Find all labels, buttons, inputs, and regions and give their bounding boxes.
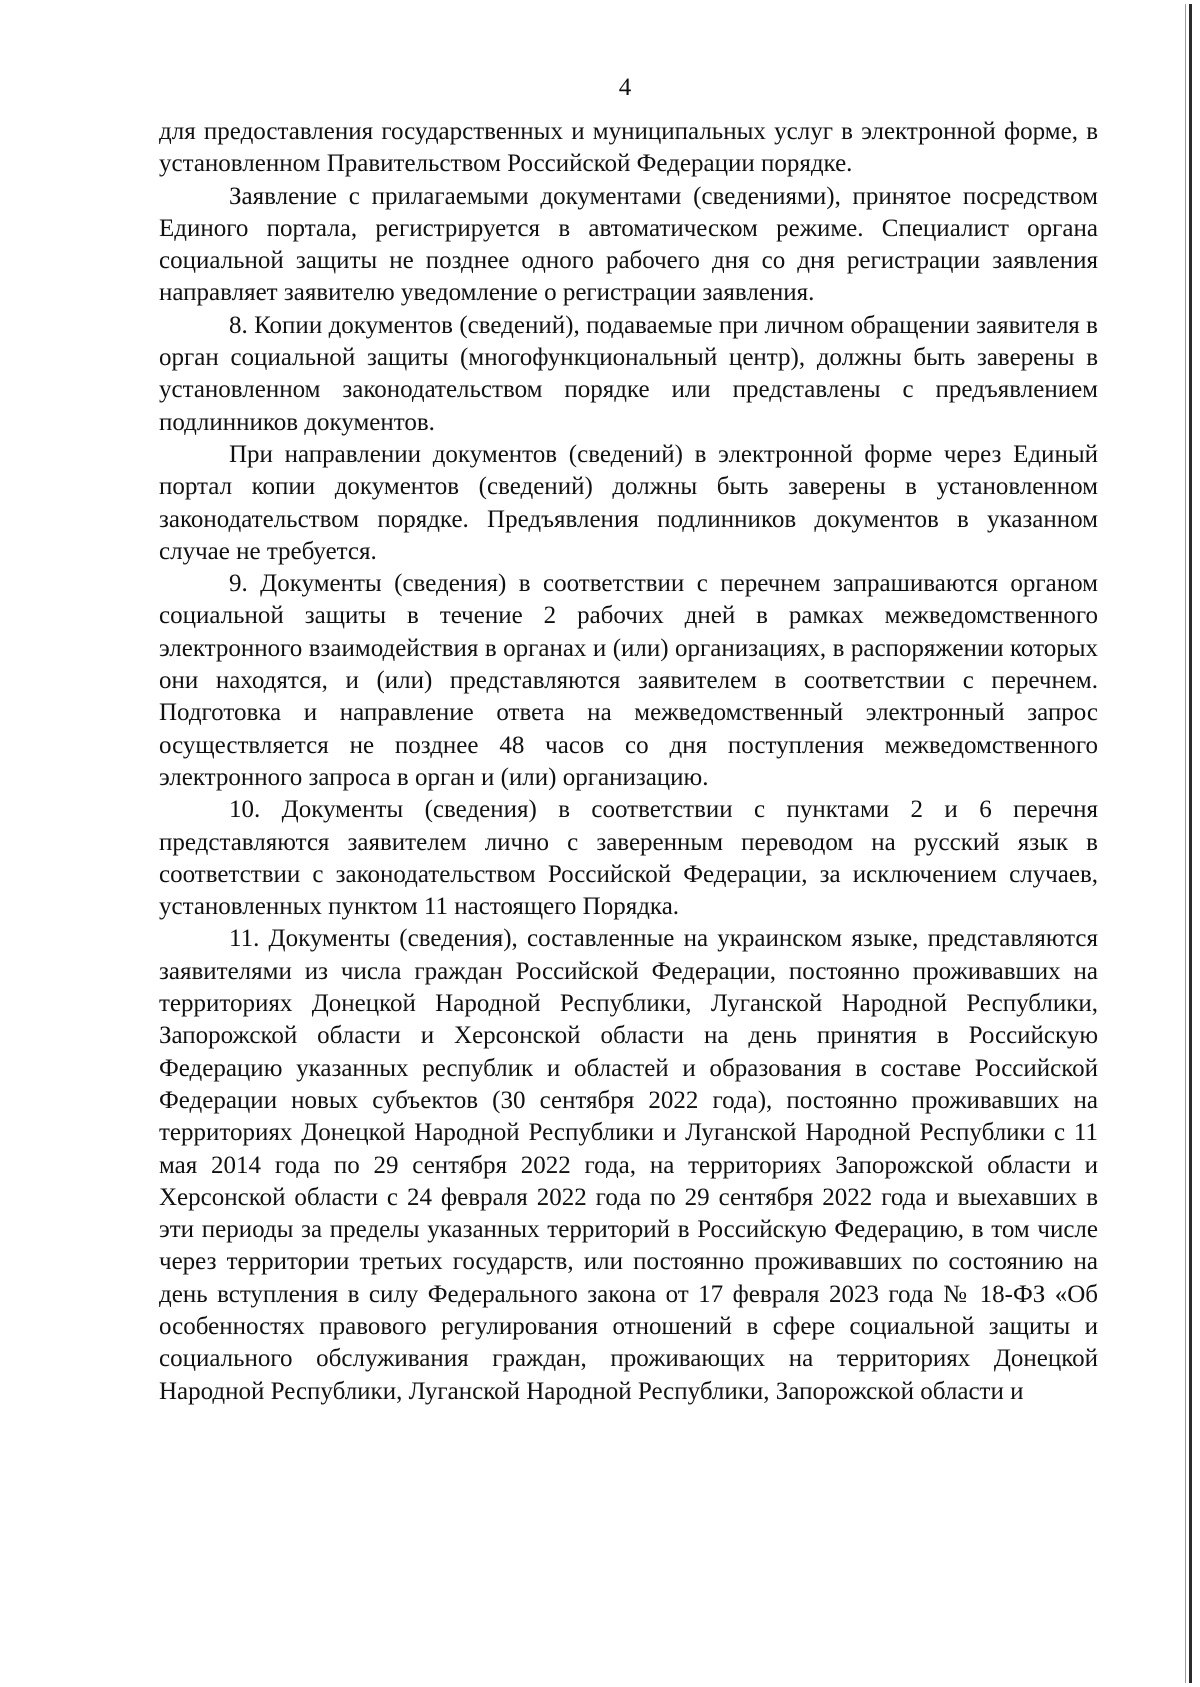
document-body [159, 116, 1098, 1408]
page-number: 4 [618, 74, 632, 101]
paragraph-item-10: 10. Документы (сведения) в соответствии с пунктами 2 и 6 перечня представляются заявителем лично с заверенным переводом на русский язык в соответствии с законодательством Российской Федерации, за исключением случаев, установленных пунктом 11 настоящего Порядка. [159, 796, 1098, 921]
paragraph-item-8: 8. Копии документов (сведений), подаваемые при личном обращении заявителя в орган социальной защиты (многофункциональный центр), должны быть заверены в установленном законодательством порядке или представлены с предъявлением подлинников документов. [159, 311, 1098, 436]
paragraph-continuation: для предоставления государственных и муниципальных услуг в электронной форме, в установленном Правительством Российской Федерации порядке. [159, 118, 1098, 178]
paragraph-application-registration: Заявление с прилагаемыми документами (сведениями), принятое посредством Единого портала, регистрируется в автоматическом режиме. Специалист органа социальной защиты не позднее одного рабочего дня со дня регистрации заявления направляет заявителю уведомление о регистрации заявления. [159, 182, 1098, 307]
paragraph-item-9: 9. Документы (сведения) в соответствии с перечнем запрашиваются органом социальной защиты в течение 2 рабочих дней в рамках межведомственного электронного взаимодействия в органах и (или) организациях, в распоряжении которых они находятся, и (или) представляются заявителем в соответствии с перечнем. Подготовка и направление ответа на межведомственный электронный запрос осуществляется не позднее 48 часов со дня поступления межведомственного электронного запроса в орган и (или) организацию. [159, 570, 1098, 791]
paragraph-electronic-submission: При направлении документов (сведений) в электронной форме через Единый портал копии документов (сведений) должны быть заверены в установленном законодательством порядке. Предъявления подлинников документов в указанном случае не требуется. [159, 440, 1098, 565]
scan-border-inner [1185, 4, 1186, 1683]
scan-border [1189, 4, 1192, 1683]
paragraph-item-11: 11. Документы (сведения), составленные на украинском языке, представляются заявителями из числа граждан Российской Федерации, постоянно проживавших на территориях Донецкой Народной Республики, Луганской Народной Республики, Запорожской области и Херсонской области на день принятия в Российскую Федерацию указанных республик и областей и образования в составе Российской Федерации новых субъектов (30 сентября 2022 года), постоянно проживавших на территориях Донецкой Народной Республики и Луганской Народной Республики с 11 мая 2014 года по 29 сентября 2022 года, на территориях Запорожской области и Херсонской области с 24 февраля 2022 года по 29 сентября 2022 года и выехавших в эти периоды за пределы указанных территорий в Российскую Федерацию, в том числе через территории третьих государств, или постоянно проживавших по состоянию на день вступления в силу Федерального закона от 17 февраля 2023 года № 18-ФЗ «Об особенностях правового регулирования отношений в сфере социальной защиты и социального обслуживания граждан, проживающих на территориях Донецкой Народной Республики, Луганской Народной Республики, Запорожской области и [159, 925, 1098, 1405]
